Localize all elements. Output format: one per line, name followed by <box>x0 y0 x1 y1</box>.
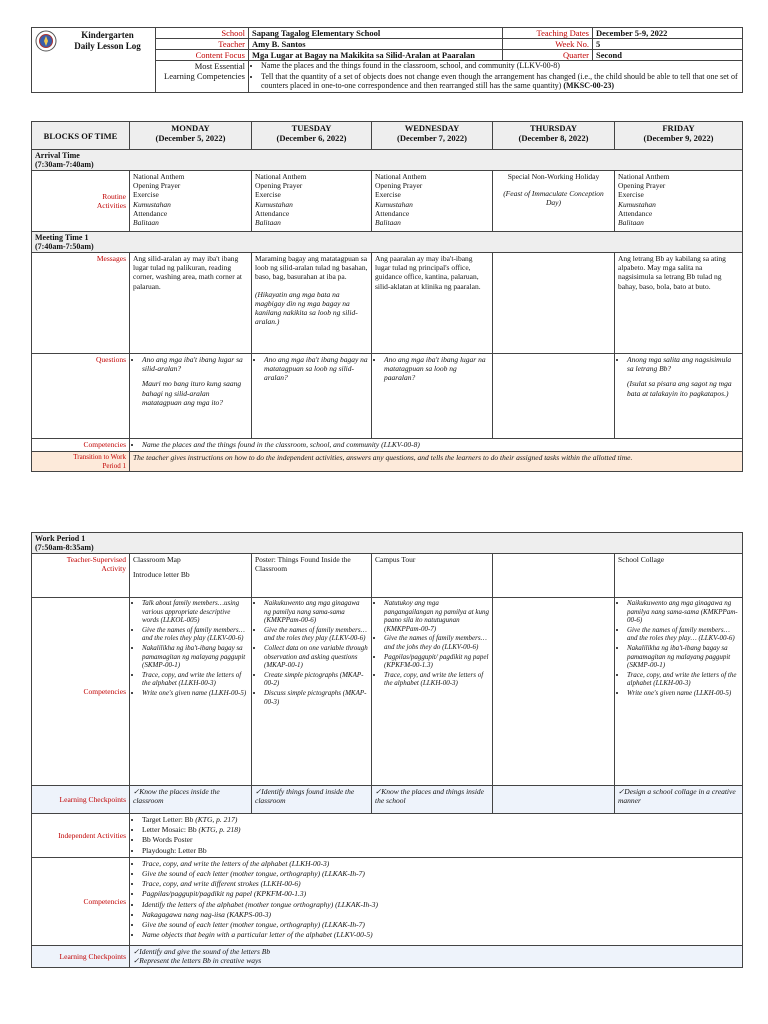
teaching-dates-value: December 5-9, 2022 <box>593 28 743 39</box>
questions-tuesday: • Ano ang mga iba't ibang bagay na matatagpuan sa loob ng silid-aralan? <box>252 354 372 439</box>
tsa-tuesday: Poster: Things Found Inside the Classroom <box>252 554 372 598</box>
competencies2-label: Competencies <box>32 857 130 945</box>
message-thursday <box>493 253 615 354</box>
day-header-tuesday: TUESDAY (December 6, 2022) <box>252 122 372 150</box>
competencies-label: Competencies <box>32 439 130 452</box>
blocks-of-time-header: BLOCKS OF TIME <box>32 122 130 150</box>
checkpoint-friday: ✓ Design a school collage in a creative manner <box>615 786 743 814</box>
mec-label-line2: Learning Competencies <box>164 71 245 81</box>
questions-wednesday: • Ano ang mga iba't ibang lugar na matatagpuan sa loob ng paaralan? <box>372 354 493 439</box>
competencies-thursday <box>493 598 615 786</box>
indep-item: • Letter Mosaic: Bb (KTG, p. 218) <box>142 825 739 834</box>
competencies-tuesday: • Naikukuwento ang mga ginagawa ng pamilya nang sama-sama (KMKPPam-00-6) • Give the names of family members…and the roles they play (LLKV-00-6) • Collect data on one variable through observation and asking questions (MKAP-00-1) • Create simple pictographs (MKAP-00-2) • Discuss simple pictographs (MKAP-00-3) <box>252 598 372 786</box>
independent-activities-value <box>130 814 743 858</box>
checkpoint-thursday <box>493 786 615 814</box>
work-competencies-label: Competencies <box>32 598 130 786</box>
quarter-label: Quarter <box>503 50 593 61</box>
tsa-wednesday: Campus Tour <box>372 554 493 598</box>
indep-item: • Bb Words Poster <box>142 835 739 844</box>
work-period-section: Work Period 1 (7:50am-8:35am) <box>32 533 743 554</box>
routine-thursday-holiday: Special Non-Working Holiday (Feast of Immaculate Conception Day) <box>493 171 615 232</box>
teacher-value: Amy B. Santos <box>249 39 503 50</box>
mec-label <box>156 61 249 93</box>
arrival-time-section: Arrival Time (7:30am-7:40am) <box>32 150 743 171</box>
work-period-table <box>31 532 743 968</box>
competencies-monday: • Talk about family members…using various appropriate descriptive words (LLKOL-005) • Give the names of family members…and the roles they play (LLKV-00-6) • Nakalilikha ng iba't-ibang bagay sa pamamagitan ng malayang paggupit (SKMP-00-1) • Trace, copy, and write the letters of the alphabet (LLKH-00-3) • Write one's given name (LLKH-00-5) <box>130 598 252 786</box>
routine-monday: National Anthem Opening Prayer Exercise Kumustahan Attendance Balitaan <box>130 171 252 232</box>
checkpoints2-value: ✓ Identify and give the sound of the letters Bb ✓ Represent the letters Bb in creative ways <box>130 945 743 967</box>
competencies-value: • Name the places and the things found in the classroom, school, and community (LLKV-00-8) <box>130 439 743 452</box>
content-focus-label: Content Focus <box>156 50 249 61</box>
checkpoint-wednesday: ✓ Know the places and things inside the school <box>372 786 493 814</box>
mec-item: • Name the places and the things found in the classroom, school, and community (LLKV-00-8) <box>261 61 739 71</box>
message-monday: Ang silid-aralan ay may iba't ibang lugar tulad ng palikuran, reading corner, washing area, math corner at palaruan. <box>130 253 252 354</box>
quarter-value: Second <box>593 50 743 61</box>
school-value: Sapang Tagalog Elementary School <box>249 28 503 39</box>
transition-value: The teacher gives instructions on how to do the independent activities, answers any questions, and tells the learners to do their assigned tasks within the allotted time. <box>130 452 743 472</box>
tsa-label: Teacher-Supervised Activity <box>32 554 130 598</box>
competencies-wednesday: • Natutukoy ang mga pangangailangan ng pamilya at kung paano sila ito natutugunan (KMKPPam-00-7) • Give the names of family members…and the jobs they do (LLKV-00-6) • Pagpilas/paggupit/ pagdikit ng papel (KPKFM-00-1.3) • Trace, copy, and write the letters of the alphabet (LLKH-00-3) <box>372 598 493 786</box>
header-title-cell <box>32 28 156 93</box>
day-header-wednesday: WEDNESDAY (December 7, 2022) <box>372 122 493 150</box>
routine-label: Routine Activities <box>32 171 130 232</box>
independent-activities-label: Independent Activities <box>32 814 130 858</box>
tsa-friday: School Collage <box>615 554 743 598</box>
checkpoint-monday: ✓ Know the places inside the classroom <box>130 786 252 814</box>
week-value: 5 <box>593 39 743 50</box>
day-header-friday: FRIDAY (December 9, 2022) <box>615 122 743 150</box>
school-label: School <box>156 28 249 39</box>
doc-title: Daily Lesson Log <box>74 41 141 51</box>
message-tuesday: Maraming bagay ang matatagpuan sa loob ng silid-aralan tulad ng basahan, baso, bag, basurahan at iba pa. (Hikayatin ang mga bata na magbigay din ng mga bagay na kanilang nakikita sa loob ng silid-aralan.) <box>252 253 372 354</box>
week-label: Week No. <box>503 39 593 50</box>
mec-value <box>249 61 743 93</box>
meeting-time-section: Meeting Time 1 (7:40am-7:50am) <box>32 232 743 253</box>
day-header-thursday: THURSDAY (December 8, 2022) <box>493 122 615 150</box>
checkpoints2-label: Learning Checkpoints <box>32 945 130 967</box>
deped-seal-icon <box>35 30 57 52</box>
teacher-label: Teacher <box>156 39 249 50</box>
schedule-table <box>31 121 743 472</box>
routine-wednesday: National Anthem Opening Prayer Exercise Kumustahan Attendance Balitaan <box>372 171 493 232</box>
competencies-friday: • Naikukuwento ang mga ginagawa ng pamilya nang sama-sama (KMKPPam-00-6) • Give the names of family members…and the roles they play… (LLKV-00-6) • Nakalilikha ng iba't-ibang bagay sa pamamagitan ng malayang paggupit (SKMP-00-1) • Trace, copy, and write the letters of the alphabet (LLKH-00-3) • Write one's given name (LLKH-00-5) <box>615 598 743 786</box>
questions-label: Questions <box>32 354 130 439</box>
message-wednesday: Ang paaralan ay may iba't-ibang lugar tulad ng principal's office, guidance office, kantina, palaruan, silid-aklatan at klinika ng paaralan. <box>372 253 493 354</box>
teaching-dates-label: Teaching Dates <box>503 28 593 39</box>
questions-friday: • Anong mga salita ang nagsisimula sa letrang Bb? (Isulat sa pisara ang sagot ng mga bata at talakayin ito pagkatapos.) <box>615 354 743 439</box>
questions-monday: • Ano ang mga iba't ibang lugar sa silid-aralan? Mauri mo bang ituro kung saang bahagi ng silid-aralan matatagpuan ang mga ito? <box>130 354 252 439</box>
routine-friday: National Anthem Opening Prayer Exercise Kumustahan Attendance Balitaan <box>615 171 743 232</box>
content-focus-value: Mga Lugar at Bagay na Makikita sa Silid-Aralan at Paaralan <box>249 50 503 61</box>
mec-item: • Tell that the quantity of a set of objects does not change even though the arrangement has changed (i.e., the child should be able to tell that one set of counters placed in one-to-one correspondence and then rearranged still has the same quantity) (MKSC-00-23) <box>261 72 739 91</box>
indep-item: • Playdough: Letter Bb <box>142 846 739 855</box>
competencies2-value: • Trace, copy, and write the letters of the alphabet (LLKH-00-3) • Give the sound of each letter (mother tongue, orthography) (LLKAK-Ih-7) • Trace, copy, and write different strokes (LLKH-00-6) • Pagpilas/paggupit/pagdikit ng papel (KPKFM-00-1.3) • Identify the letters of the alphabet (mother tongue orthography) (LLKAK-Ih-3) • Nakagagawa nang nag-iisa (KAKPS-00-3) • Give the sound of each letter (mother tongue, orthography) (LLKAK-Ih-7) • Name objects that begin with a particular letter of the alphabet (LLKV-00-5) <box>130 857 743 945</box>
checkpoint-tuesday: ✓ Identify things found inside the classroom <box>252 786 372 814</box>
questions-thursday <box>493 354 615 439</box>
mec-label-line1: Most Essential <box>194 61 245 71</box>
doc-title-level: Kindergarten <box>81 30 134 40</box>
indep-item: • Target Letter: Bb (KTG, p. 217) <box>142 815 739 824</box>
checkpoints-label: Learning Checkpoints <box>32 786 130 814</box>
header-table <box>31 27 743 93</box>
message-friday: Ang letrang Bb ay kabilang sa ating alpabeto. May mga salita na nagsisimula sa letrang Bb tulad ng bahay, baso, bola, bato at buto. <box>615 253 743 354</box>
tsa-monday: Classroom Map Introduce letter Bb <box>130 554 252 598</box>
messages-label: Messages <box>32 253 130 354</box>
routine-tuesday: National Anthem Opening Prayer Exercise Kumustahan Attendance Balitaan <box>252 171 372 232</box>
day-header-monday: MONDAY (December 5, 2022) <box>130 122 252 150</box>
tsa-thursday <box>493 554 615 598</box>
transition-label: Transition to Work Period 1 <box>32 452 130 472</box>
